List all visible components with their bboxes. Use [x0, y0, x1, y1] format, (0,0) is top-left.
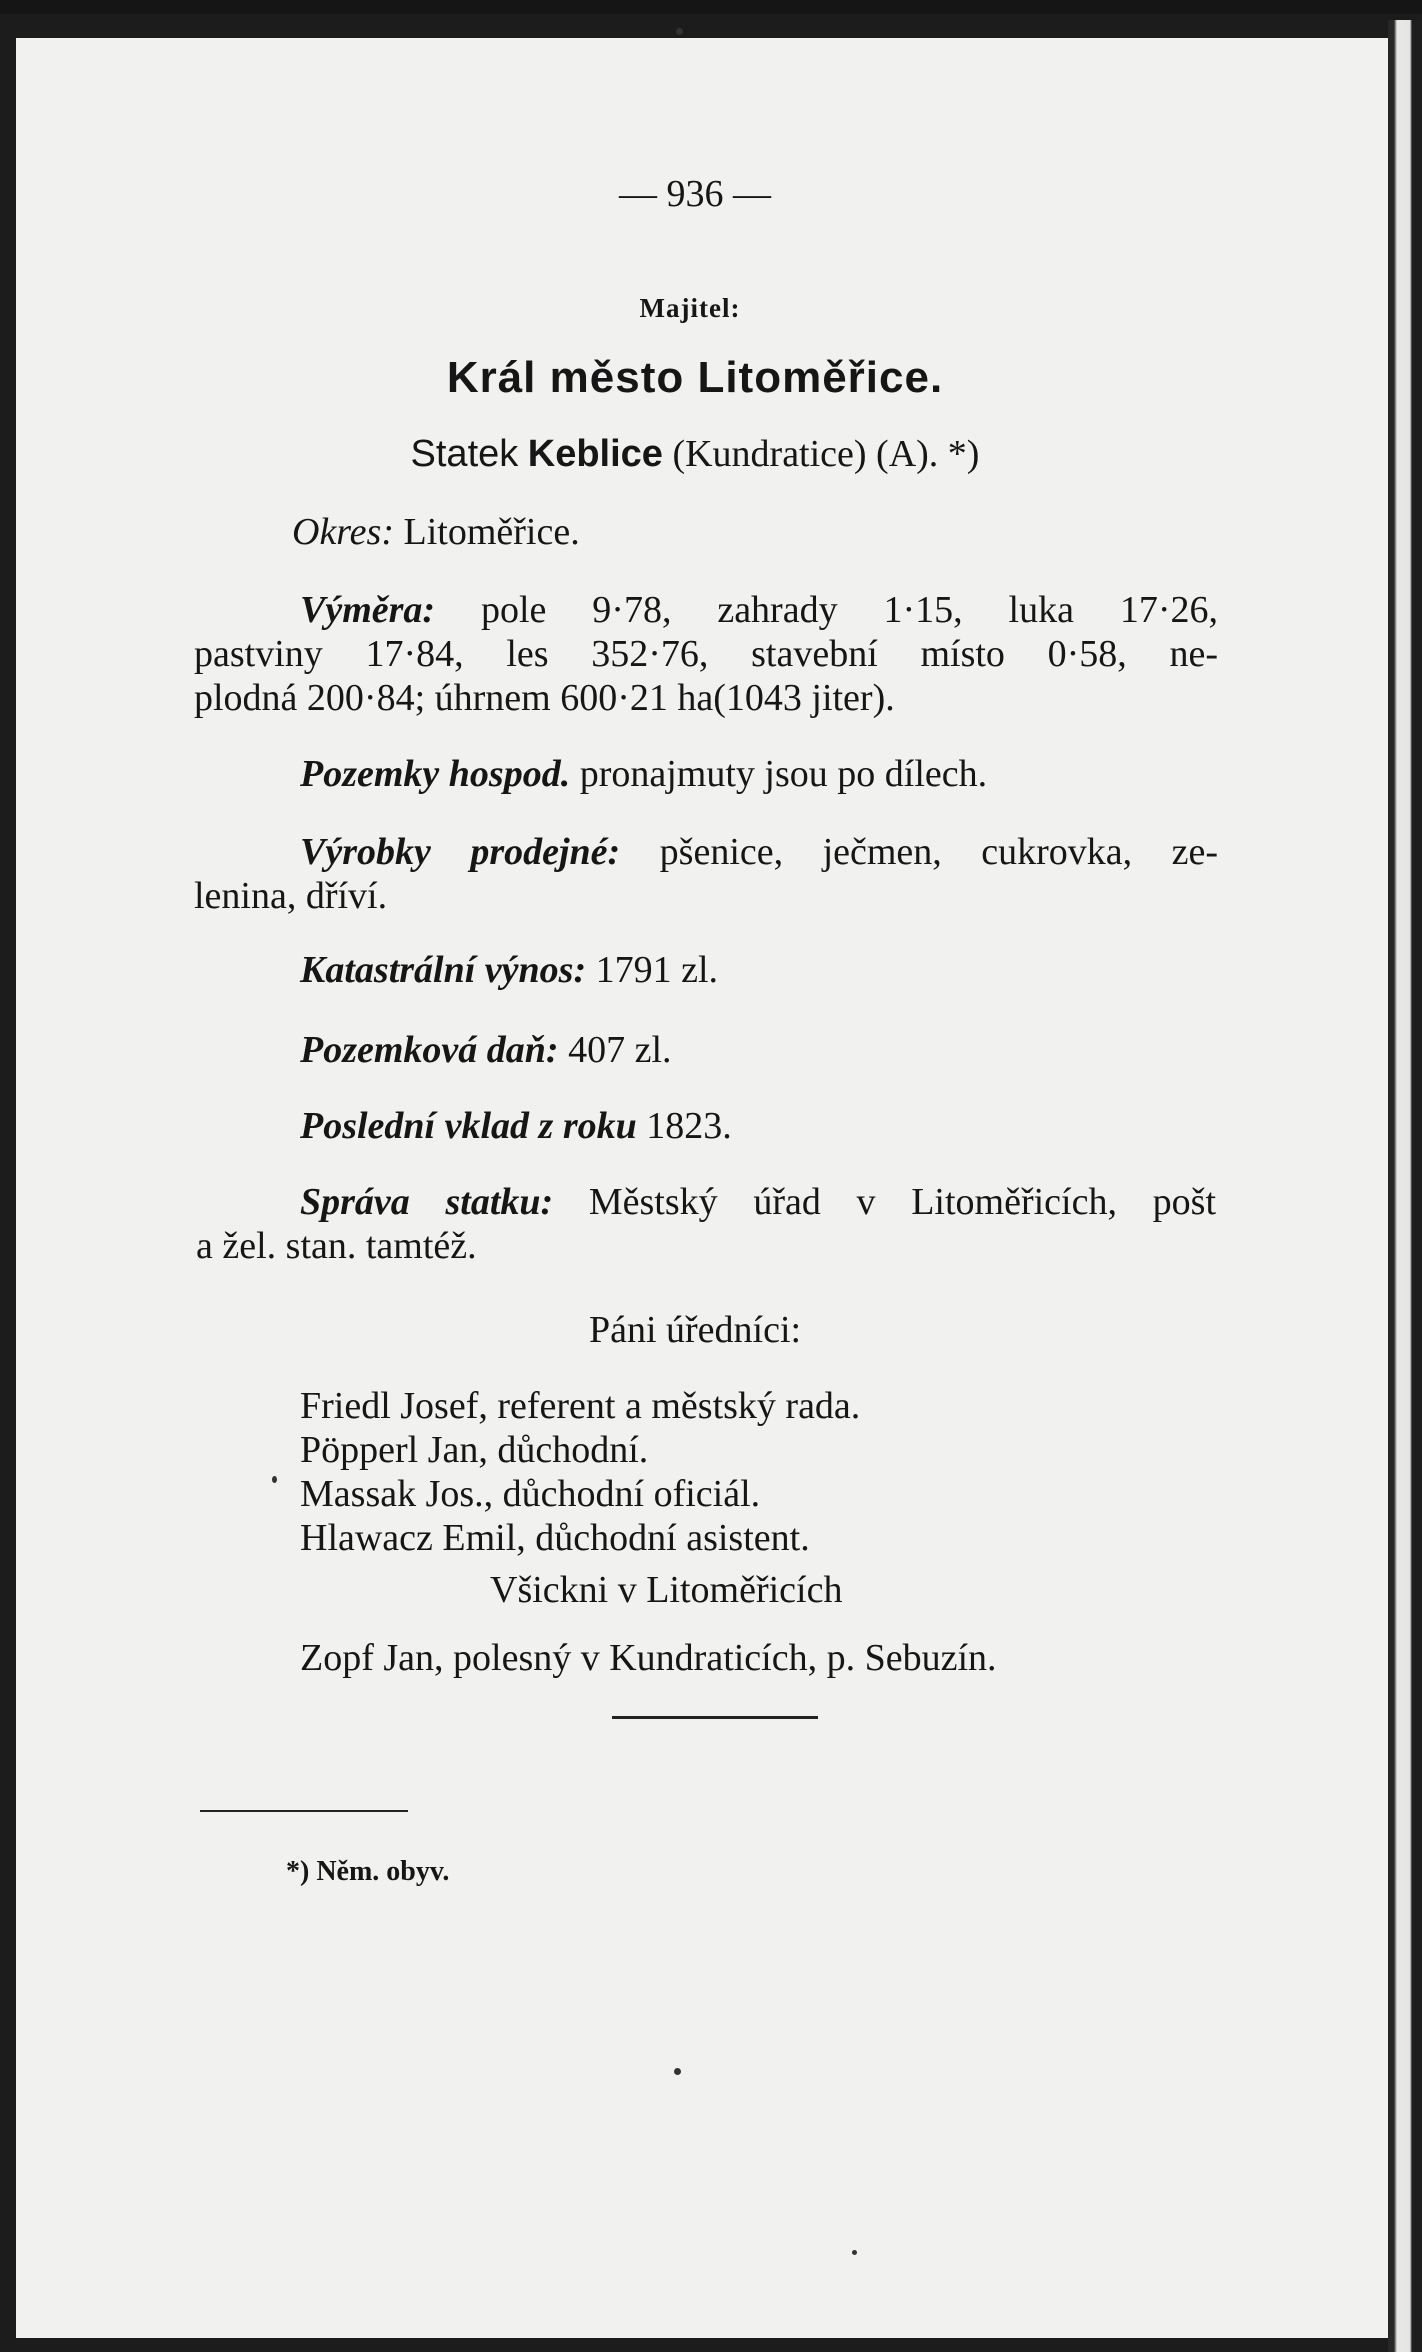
scan-speck: [676, 28, 683, 35]
sprava-label: Správa statku:: [300, 1181, 554, 1223]
katastr-value: 1791 zl.: [595, 949, 719, 991]
sprava-line-1: [300, 1180, 1216, 1224]
scan-speck: [674, 2068, 681, 2075]
scan-speck: [272, 1476, 277, 1483]
official-item: Hlawacz Emil, důchodní asistent.: [300, 1517, 810, 1559]
vymera-line-1: [300, 588, 1218, 632]
estate-heading: [0, 432, 1390, 476]
sprava-text-1: Městský úřad v Litoměřicích, pošt: [588, 1181, 1216, 1223]
footnote: *) Něm. obyv.: [286, 1856, 450, 1887]
all-in-line: Všickni v Litoměřicích: [490, 1569, 843, 1611]
dan-entry: [300, 1028, 672, 1072]
page-number: — 936 —: [619, 173, 771, 215]
officials-heading: Páni úředníci:: [588, 1309, 802, 1351]
forester-line: Zopf Jan, polesný v Kundraticích, p. Sebuzín.: [300, 1637, 997, 1679]
page-edge: [1388, 20, 1422, 2352]
okres-label: Okres:: [292, 511, 394, 553]
vymera-label: Výměra:: [300, 589, 436, 631]
estate-name: Keblice: [527, 433, 663, 475]
sprava-line-2: a žel. stan. tamtéž.: [196, 1225, 477, 1267]
official-item: Friedl Josef, referent a městský rada.: [300, 1385, 861, 1427]
vymera-text-1: pole 9·78, zahrady 1·15, luka 17·26,: [480, 589, 1218, 631]
estate-suffix: (Kundratice) (A). *): [672, 433, 980, 475]
vklad-value: 1823.: [646, 1105, 732, 1147]
vyrobky-line-1: [300, 830, 1218, 874]
pozemky-entry: [300, 752, 987, 796]
katastr-label: Katastrální výnos:: [300, 949, 587, 991]
vymera-line-2: pastviny 17·84, les 352·76, stavební místo 0·58, ne-: [194, 633, 1218, 675]
pozemky-value: pronajmuty jsou po dílech.: [579, 753, 988, 795]
official-item: Massak Jos., důchodní oficiál.: [300, 1473, 761, 1515]
pozemky-label: Pozemky hospod.: [300, 753, 571, 795]
vyrobky-line-2: lenina, dříví.: [194, 875, 388, 917]
estate-prefix: Statek: [410, 433, 519, 475]
dan-label: Pozemková daň:: [300, 1029, 559, 1071]
katastr-entry: [300, 948, 718, 992]
owner-name: Král město Litoměřice.: [446, 353, 944, 402]
footnote-rule: [200, 1810, 408, 1812]
owner-label: Majitel:: [639, 293, 741, 323]
vyrobky-text-1: pšenice, ječmen, cukrovka, ze-: [659, 831, 1219, 873]
okres-value: Litoměřice.: [403, 511, 580, 553]
scan-speck: [852, 2250, 857, 2255]
vklad-entry: [300, 1104, 732, 1148]
section-divider: [612, 1716, 818, 1719]
official-item: Pöpperl Jan, důchodní.: [300, 1429, 649, 1471]
vymera-line-3: plodná 200·84; úhrnem 600·21 ha(1043 jiter).: [194, 677, 895, 719]
dan-value: 407 zl.: [568, 1029, 672, 1071]
vyrobky-label: Výrobky prodejné:: [300, 831, 621, 873]
okres-entry: [292, 510, 580, 554]
scan-border-top: [0, 0, 1422, 14]
vklad-label: Poslední vklad z roku: [300, 1105, 637, 1147]
